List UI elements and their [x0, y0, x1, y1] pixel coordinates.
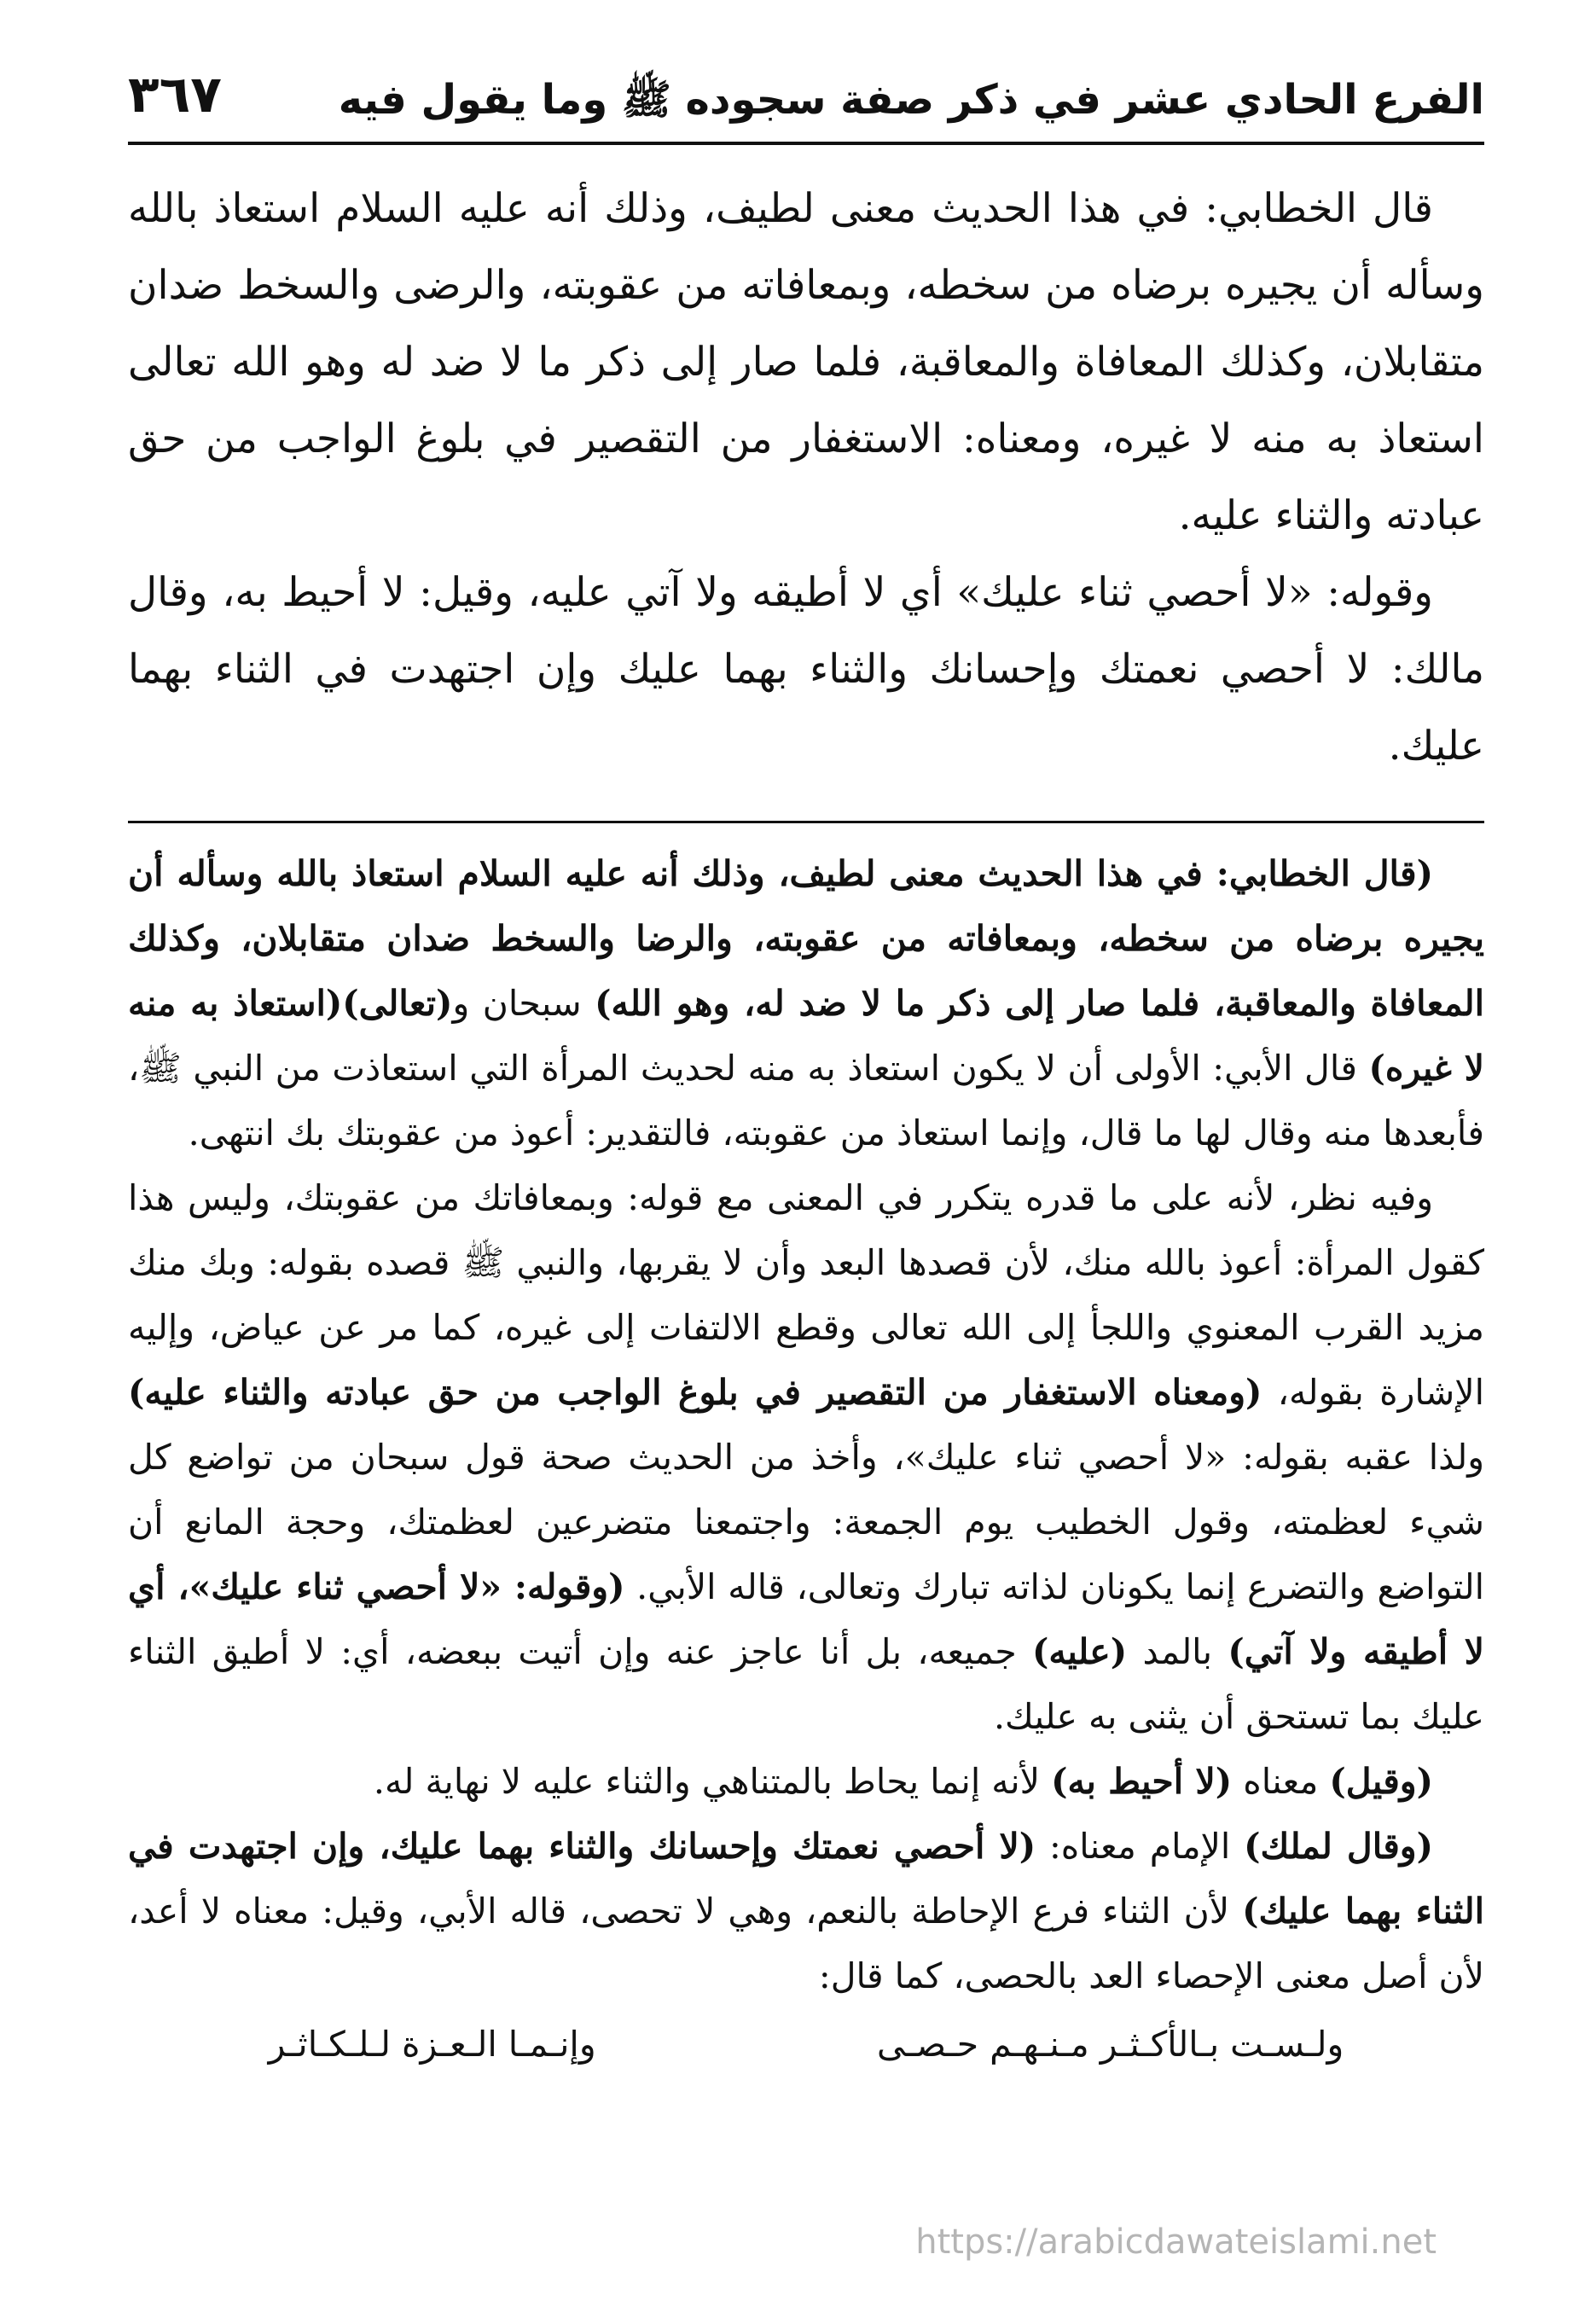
- quoted-text: (قال الخطابي: في هذا الحديث معنى لطيف، وذلك أنه عليه السلام استعاذ بالله وسأله أن يجيره برضاه من سخطه، وبمعافاته من عقوبته، والرضا والسخط ضدان متقابلان، وكذلك المعافاة والمعاقبة، فلما صار إلى ذكر ما لا ضد له، وهو الله): [128, 853, 1484, 1024]
- commentary-paragraph: [128, 1165, 1484, 1749]
- commentary: [128, 841, 1484, 2077]
- quoted-text: (عليه): [1031, 1631, 1128, 1672]
- commentary-text: لأنه إنما يحاط بالمتناهي والثناء عليه لا نهاية له.: [373, 1761, 1052, 1802]
- commentary-text: جميعه، بل أنا عاجز عنه وإن أتيت ببعضه، أي: لا أطيق الثناء عليك بما تستحق أن يثنى به عليك.: [128, 1631, 1484, 1737]
- running-title: الفرع الحادي عشر في ذكر صفة سجوده ﷺ وما يقول فيه: [338, 76, 1484, 124]
- commentary-text: لأن الثناء فرع الإحاطة بالنعم، وهي لا تحصى، قاله الأبي، وقيل: معناه لا أعد، لأن أصل معنى الإحصاء العد بالحصى، كما قال:: [128, 1891, 1484, 1996]
- commentary-text: قال الأبي: الأولى أن لا يكون استعاذ به منه لحديث المرأة التي استعاذت من النبي ﷺ، فأبعدها منه وقال لها ما قال، وإنما استعاذ من عقوبته، فالتقدير: أعوذ من عقوبتك بك انتهى.: [128, 1048, 1484, 1153]
- header-rule: [128, 142, 1484, 145]
- poetry-verse: [128, 2012, 1484, 2077]
- commentary-text: معناه: [1232, 1761, 1330, 1802]
- quoted-text: (لا أحيط به): [1051, 1761, 1233, 1802]
- quoted-text: (وقيل): [1329, 1761, 1433, 1802]
- quoted-text: (استعاذ به منه لا غيره): [128, 983, 1485, 1089]
- watermark-url: https://arabicdawateislami.net: [915, 2222, 1437, 2262]
- main-text: [128, 171, 1484, 785]
- page-header: [128, 60, 1484, 154]
- main-paragraph: وقوله: «لا أحصي ثناء عليك» أي لا أطيقه ولا آتي عليه، وقيل: لا أحيط به، وقال مالك: لا أحصي نعمتك وإحسانك والثناء بهما عليك وإن اجتهدت في الثناء بهما عليك.: [128, 569, 1484, 770]
- page-number: ٣٦٧: [128, 65, 222, 125]
- verse-hemistich-second: وإنـمـا الـعـزة لـلـكـاثـر: [268, 2024, 596, 2065]
- footnote-separator: [128, 821, 1484, 823]
- commentary-text: ولذا عقبه بقوله: «لا أحصي ثناء عليك»، وأخذ من الحديث صحة قول سبحان من تواضع كل شيء لعظمته، وقول الخطيب يوم الجمعة: واجتمعنا متضرعين لعظمتك، وحجة المانع أن التواضع والتضرع إنما يكونان لذاته تبارك وتعالى، قاله الأبي.: [128, 1437, 1484, 1607]
- quoted-text: (وقال لملك): [1244, 1826, 1433, 1867]
- commentary-text: بالمد: [1127, 1631, 1228, 1672]
- commentary-paragraph: [128, 1814, 1484, 2008]
- quoted-text: (لا أحصي نعمتك وإحسانك والثناء بهما عليك، وإن اجتهدت في الثناء بهما عليك): [128, 1826, 1484, 1932]
- quoted-text: (ومعناه الاستغفار من التقصير في بلوغ الواجب من حق عبادته والثناء عليه): [128, 1372, 1262, 1413]
- quoted-text: (تعالى): [342, 983, 453, 1024]
- commentary-paragraph: [128, 1749, 1484, 1814]
- verse-hemistich-first: ولـسـت بـالأكـثـر مـنـهـم حـصـى: [876, 2024, 1344, 2065]
- commentary-text: سبحان و: [452, 983, 595, 1024]
- commentary-text: الإمام معناه:: [1036, 1826, 1245, 1867]
- quoted-text: (وقوله: «لا أحصي ثناء عليك»، أي لا أطيقه ولا آتي): [128, 1566, 1484, 1672]
- commentary-paragraph: [128, 841, 1484, 1165]
- main-paragraph: قال الخطابي: في هذا الحديث معنى لطيف، وذلك أنه عليه السلام استعاذ بالله وسأله أن يجيره برضاه من سخطه، وبمعافاته من عقوبته، والرضى والسخط ضدان متقابلان، وكذلك المعافاة والمعاقبة، فلما صار إلى ذكر ما لا ضد له وهو الله تعالى استعاذ به منه لا غيره، ومعناه: الاستغفار من التقصير في بلوغ الواجب من حق عبادته والثناء عليه.: [128, 185, 1484, 539]
- commentary-text: وفيه نظر، لأنه على ما قدره يتكرر في المعنى مع قوله: وبمعافاتك من عقوبتك، وليس هذا كقول المرأة: أعوذ بالله منك، لأن قصدها البعد وأن لا يقربها، والنبي ﷺ قصده بقوله: وبك منك مزيد القرب المعنوي واللجأ إلى الله تعالى وقطع الالتفات إلى غيره، كما مر عن عياض، وإليه الإشارة بقوله،: [128, 1177, 1484, 1413]
